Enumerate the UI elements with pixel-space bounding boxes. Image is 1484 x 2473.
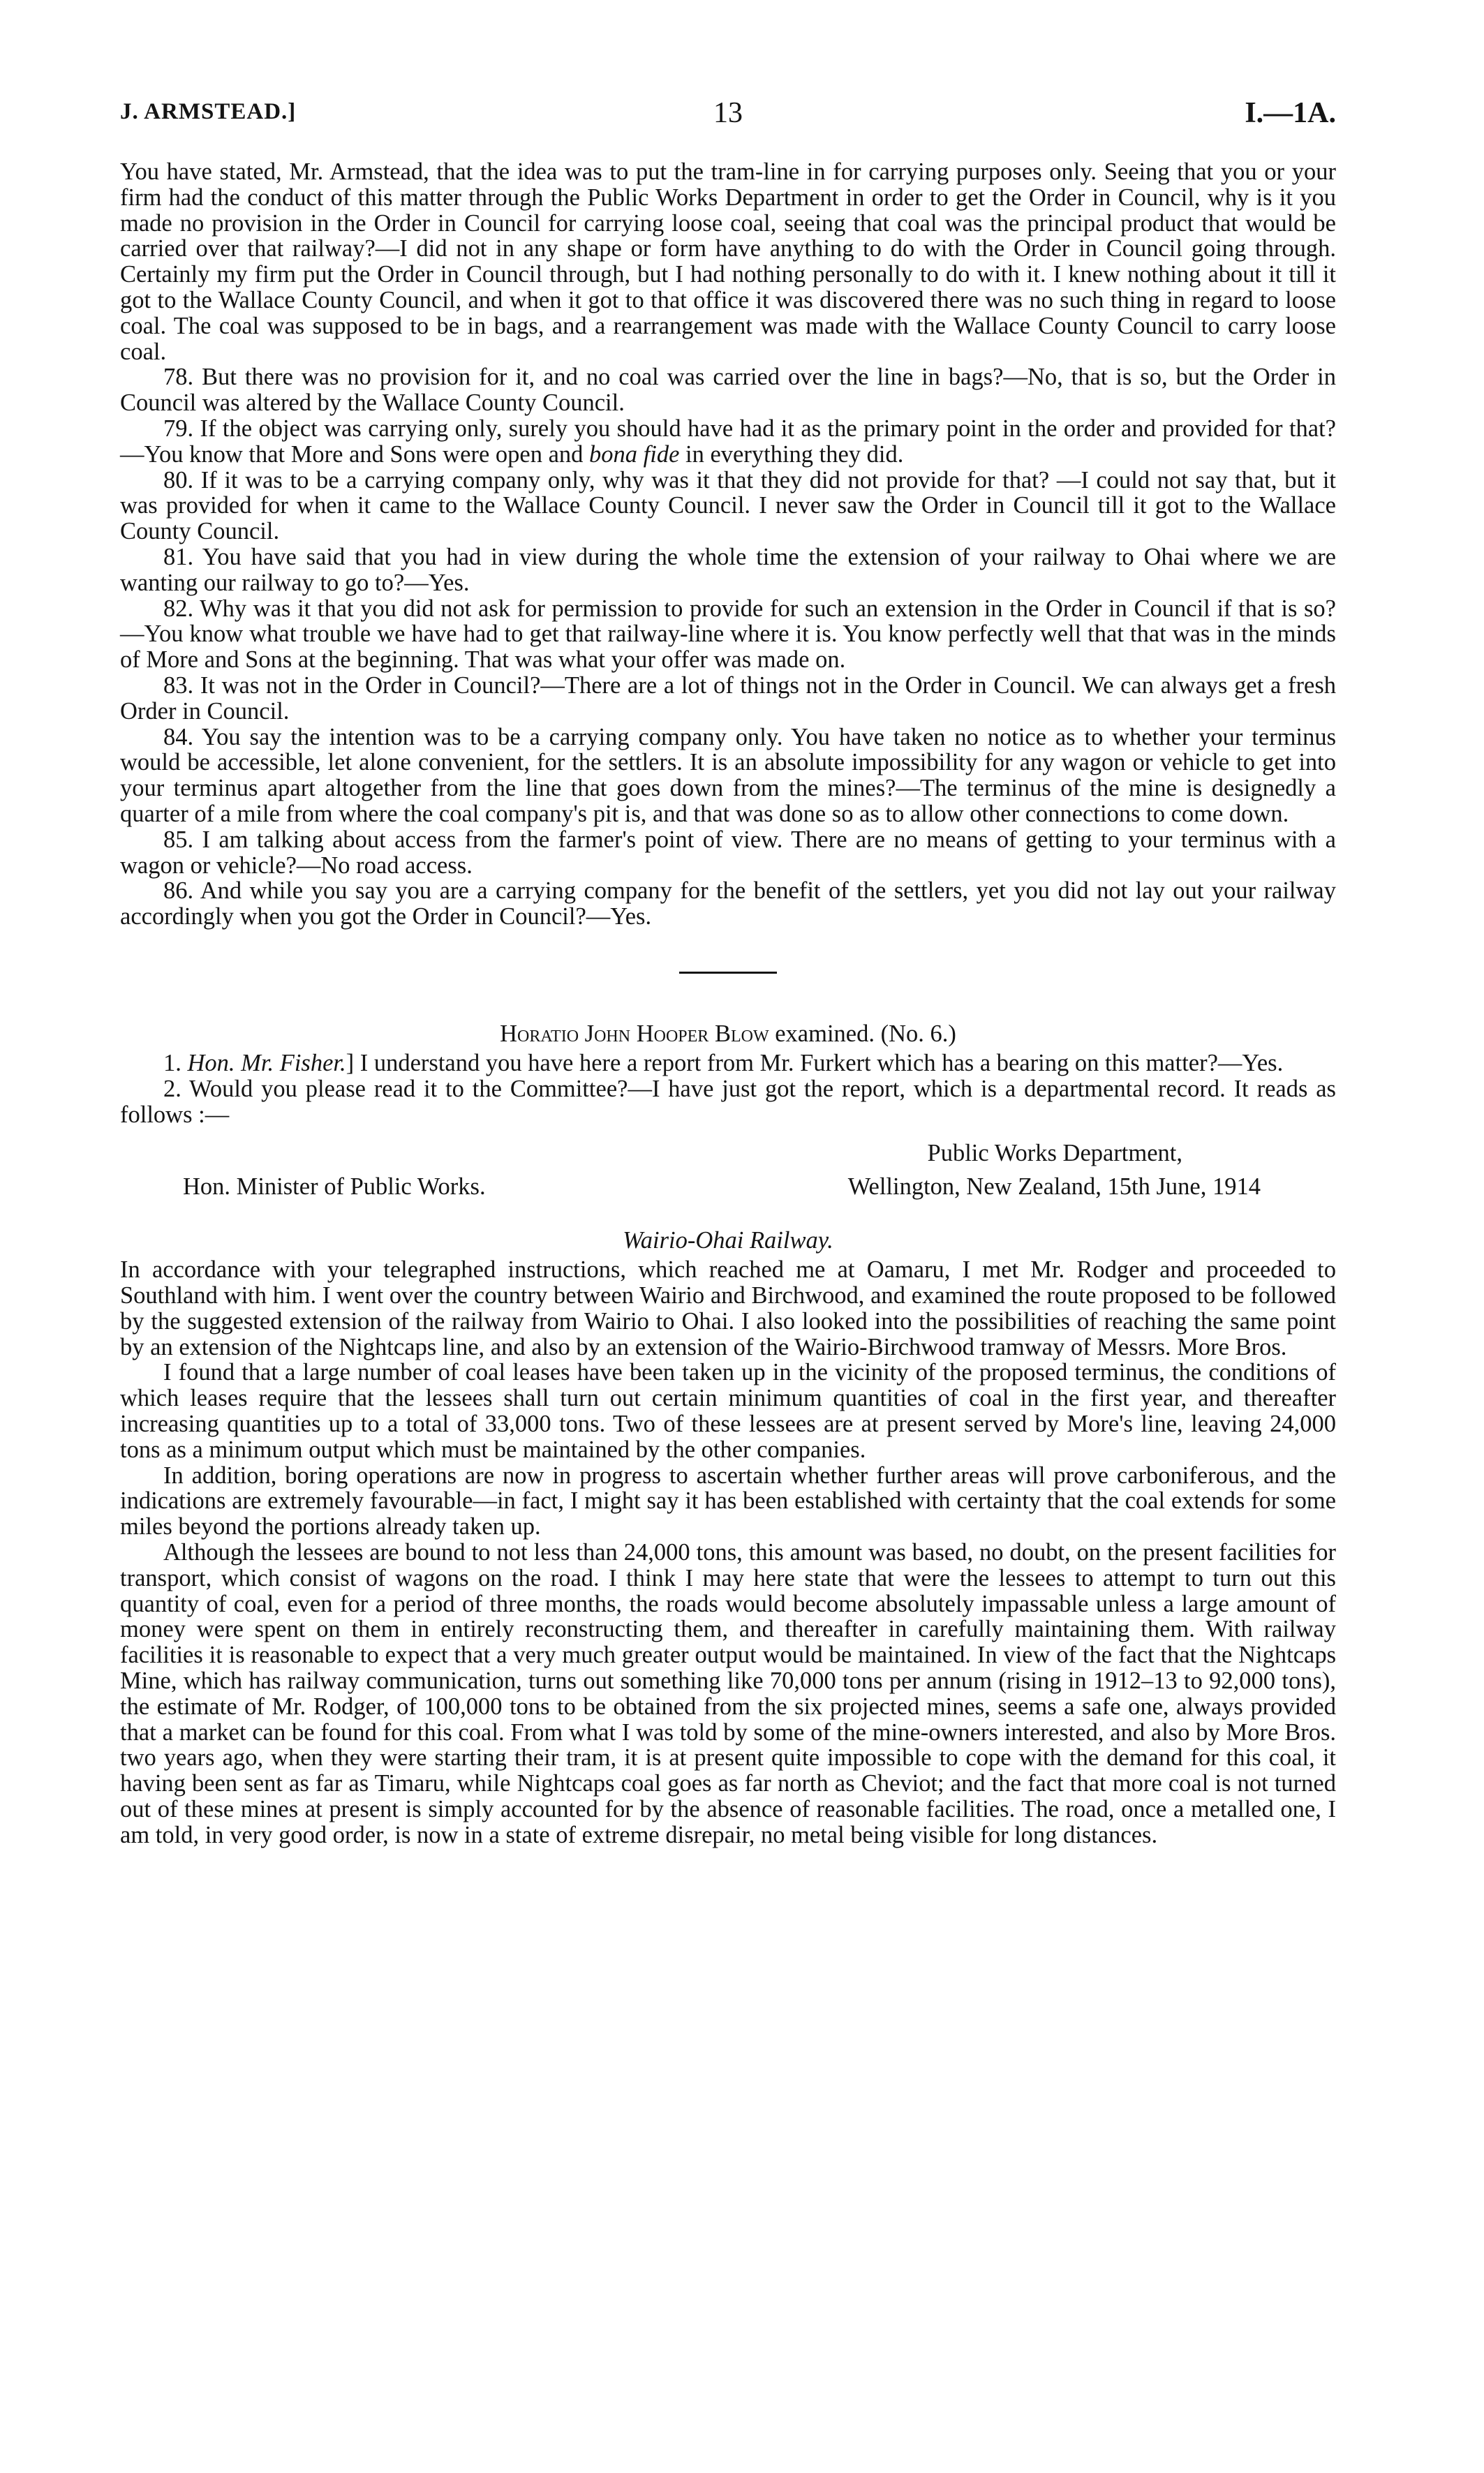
- witness-name: John Hooper Blow: [584, 1020, 769, 1047]
- witness-first-name: Horatio: [500, 1020, 579, 1047]
- letter-paragraph: In accordance with your telegraphed instructions, which reached me at Oamaru, I met Mr. Rodger and proceeded to Southland with him. I went over the country between Wairio and Birchwood, and examined the route proposed to be followed by the suggested extension of the railway from Wairio to Ohai. I also looked into the possibilities of reaching the same point by an extension of the Nightcaps line, and also by an extension of the Wairio-Birchwood tramway of Messrs. More Bros.: [120, 1256, 1336, 1360]
- question-82: 82. Why was it that you did not ask for permission to provide for such an extension in the Order in Council if that is so?—You know what trouble we have had to get that railway-line where it is. You know perfectly well that that was in the minds of More and Sons at the beginning. That was what your offer was made on.: [120, 595, 1336, 674]
- question-84: 84. You say the intention was to be a carrying company only. You have taken no notice as to whether your terminus would be accessible, let alone convenient, for the settlers. It is an absolute impossibility for any wagon or vehicle to get into your terminus apart altogether from the line that goes down from the mines?—The terminus of the mine is designedly a quarter of a mile from where the coal company's pit is, and that was done so as to allow other connections to come down.: [120, 723, 1336, 827]
- question-79: 79. If the object was carrying only, surely you should have had it as the primary point in the order and provided for that?—You know that More and Sons were open and bona fide in everything they did.: [120, 415, 1336, 468]
- letter-paragraph: In addition, boring operations are now in progress to ascertain whether further areas will prove carboniferous, and the indications are extremely favourable—in fact, I might say it has been established with certainty that the coal extends for some miles beyond the portions already taken up.: [120, 1462, 1336, 1540]
- witness-examined-label: examined. (No. 6.): [775, 1020, 956, 1047]
- witness-running-head: J. ARMSTEAD.]: [120, 99, 297, 124]
- page-header: [120, 96, 1336, 138]
- question-80: 80. If it was to be a carrying company only, why was it that they did not provide for that? —I could not say that, but it was provided for when it came to the Wallace County Council. I never saw the Order in Council till it got to the Wallace County Council.: [120, 466, 1336, 545]
- paper-reference: I.—1A.: [1245, 97, 1336, 129]
- question-86: 86. And while you say you are a carrying company for the benefit of the settlers, yet you did not lay out your railway accordingly when you got the Order in Council?—Yes.: [120, 877, 1336, 930]
- question-85: 85. I am talking about access from the farmer's point of view. There are no means of getting to your terminus with a wagon or vehicle?—No road access.: [120, 826, 1336, 879]
- letter-paragraph: I found that a large number of coal leases have been taken up in the vicinity of the proposed terminus, the conditions of which leases require that the lessees shall turn out certain minimum quantities of coal in the first year, and thereafter increasing quantities up to a total of 33,000 tons. Two of these lessees are at present served by More's line, leaving 24,000 tons as a minimum output which must be maintained by the other companies.: [120, 1359, 1336, 1463]
- speaker-name: Hon. Mr. Fisher.: [187, 1049, 346, 1076]
- question-77-continued: You have stated, Mr. Armstead, that the idea was to put the tram-line in for carrying purposes only. Seeing that you or your firm had the conduct of this matter through the Public Works Department in order to get the Order in Council, why is it you made no provision in the Order in Council for carrying loose coal, seeing that coal was the principal product that would be carried over that railway?—I did not in any shape or form have anything to do with the Order in Council going through. Certainly my firm put the Order in Council through, but I had nothing personally to do with it. I knew nothing about it till it got to the Wallace County Council, and when it got to that office it was discovered there was no such thing in regard to loose coal. The coal was supposed to be in bags, and a rearrangement was made with the Wallace County Council to carry loose coal.: [120, 158, 1336, 365]
- witness-heading: [120, 1020, 1336, 1048]
- question-2: 2. Would you please read it to the Committee?—I have just got the report, which is a departmental record. It reads as follows :—: [120, 1075, 1336, 1128]
- question-1: 1. Hon. Mr. Fisher.] I understand you have here a report from Mr. Furkert which has a bearing on this matter?—Yes.: [163, 1049, 1284, 1076]
- letter-paragraph: Although the lessees are bound to not less than 24,000 tons, this amount was based, no doubt, on the present facilities for transport, which consist of wagons on the road. I think I may here state that were the lessees to attempt to turn out this quantity of coal, even for a period of three months, the roads would become absolutely impassable unless a large amount of money were spent on them in entirely reconstructing them, and thereafter in carefully maintaining them. With railway facilities it is reasonable to expect that a very much greater output would be maintained. In view of the fact that the Nightcaps Mine, which has railway communication, turns out something like 70,000 tons per annum (rising in 1912–13 to 92,000 tons), the estimate of Mr. Rodger, of 100,000 tons to be obtained from the six projected mines, seems a safe one, always provided that a market can be found for this coal. From what I was told by some of the mine-owners interested, and also by More Bros. two years ago, when they were starting their tram, it is at present quite impossible to cope with the demand for this coal, it having been sent as far as Timaru, while Nightcaps coal goes as far north as Cheviot; and the fact that more coal is not turned out of these mines at present is simply accounted for by the absence of reasonable facilities. The road, once a metalled one, I am told, in very good order, is now in a state of extreme disrepair, no metal being visible for long distances.: [120, 1539, 1336, 1848]
- page-number: 13: [713, 97, 743, 129]
- section-divider: [679, 972, 777, 974]
- bona-fide-italic: bona fide: [589, 440, 680, 468]
- letter-heading: [120, 1140, 1336, 1226]
- question-83: 83. It was not in the Order in Council?—There are a lot of things not in the Order in Council. We can always get a fresh Order in Council.: [120, 671, 1336, 725]
- letter-subject: Wairio-Ohai Railway.: [623, 1227, 833, 1254]
- document-body: [120, 159, 1336, 1848]
- letter-address-date: Wellington, New Zealand, 15th June, 1914: [847, 1173, 1261, 1201]
- question-81: 81. You have said that you had in view during the whole time the extension of your railway to Ohai where we are wanting our railway to go to?—Yes.: [120, 543, 1336, 596]
- letter-department: Public Works Department,: [927, 1140, 1182, 1167]
- question-78: 78. But there was no provision for it, and no coal was carried over the line in bags?—No, that is so, but the Order in Council was altered by the Wallace County Council.: [120, 364, 1336, 417]
- letter-addressee: Hon. Minister of Public Works.: [183, 1173, 486, 1201]
